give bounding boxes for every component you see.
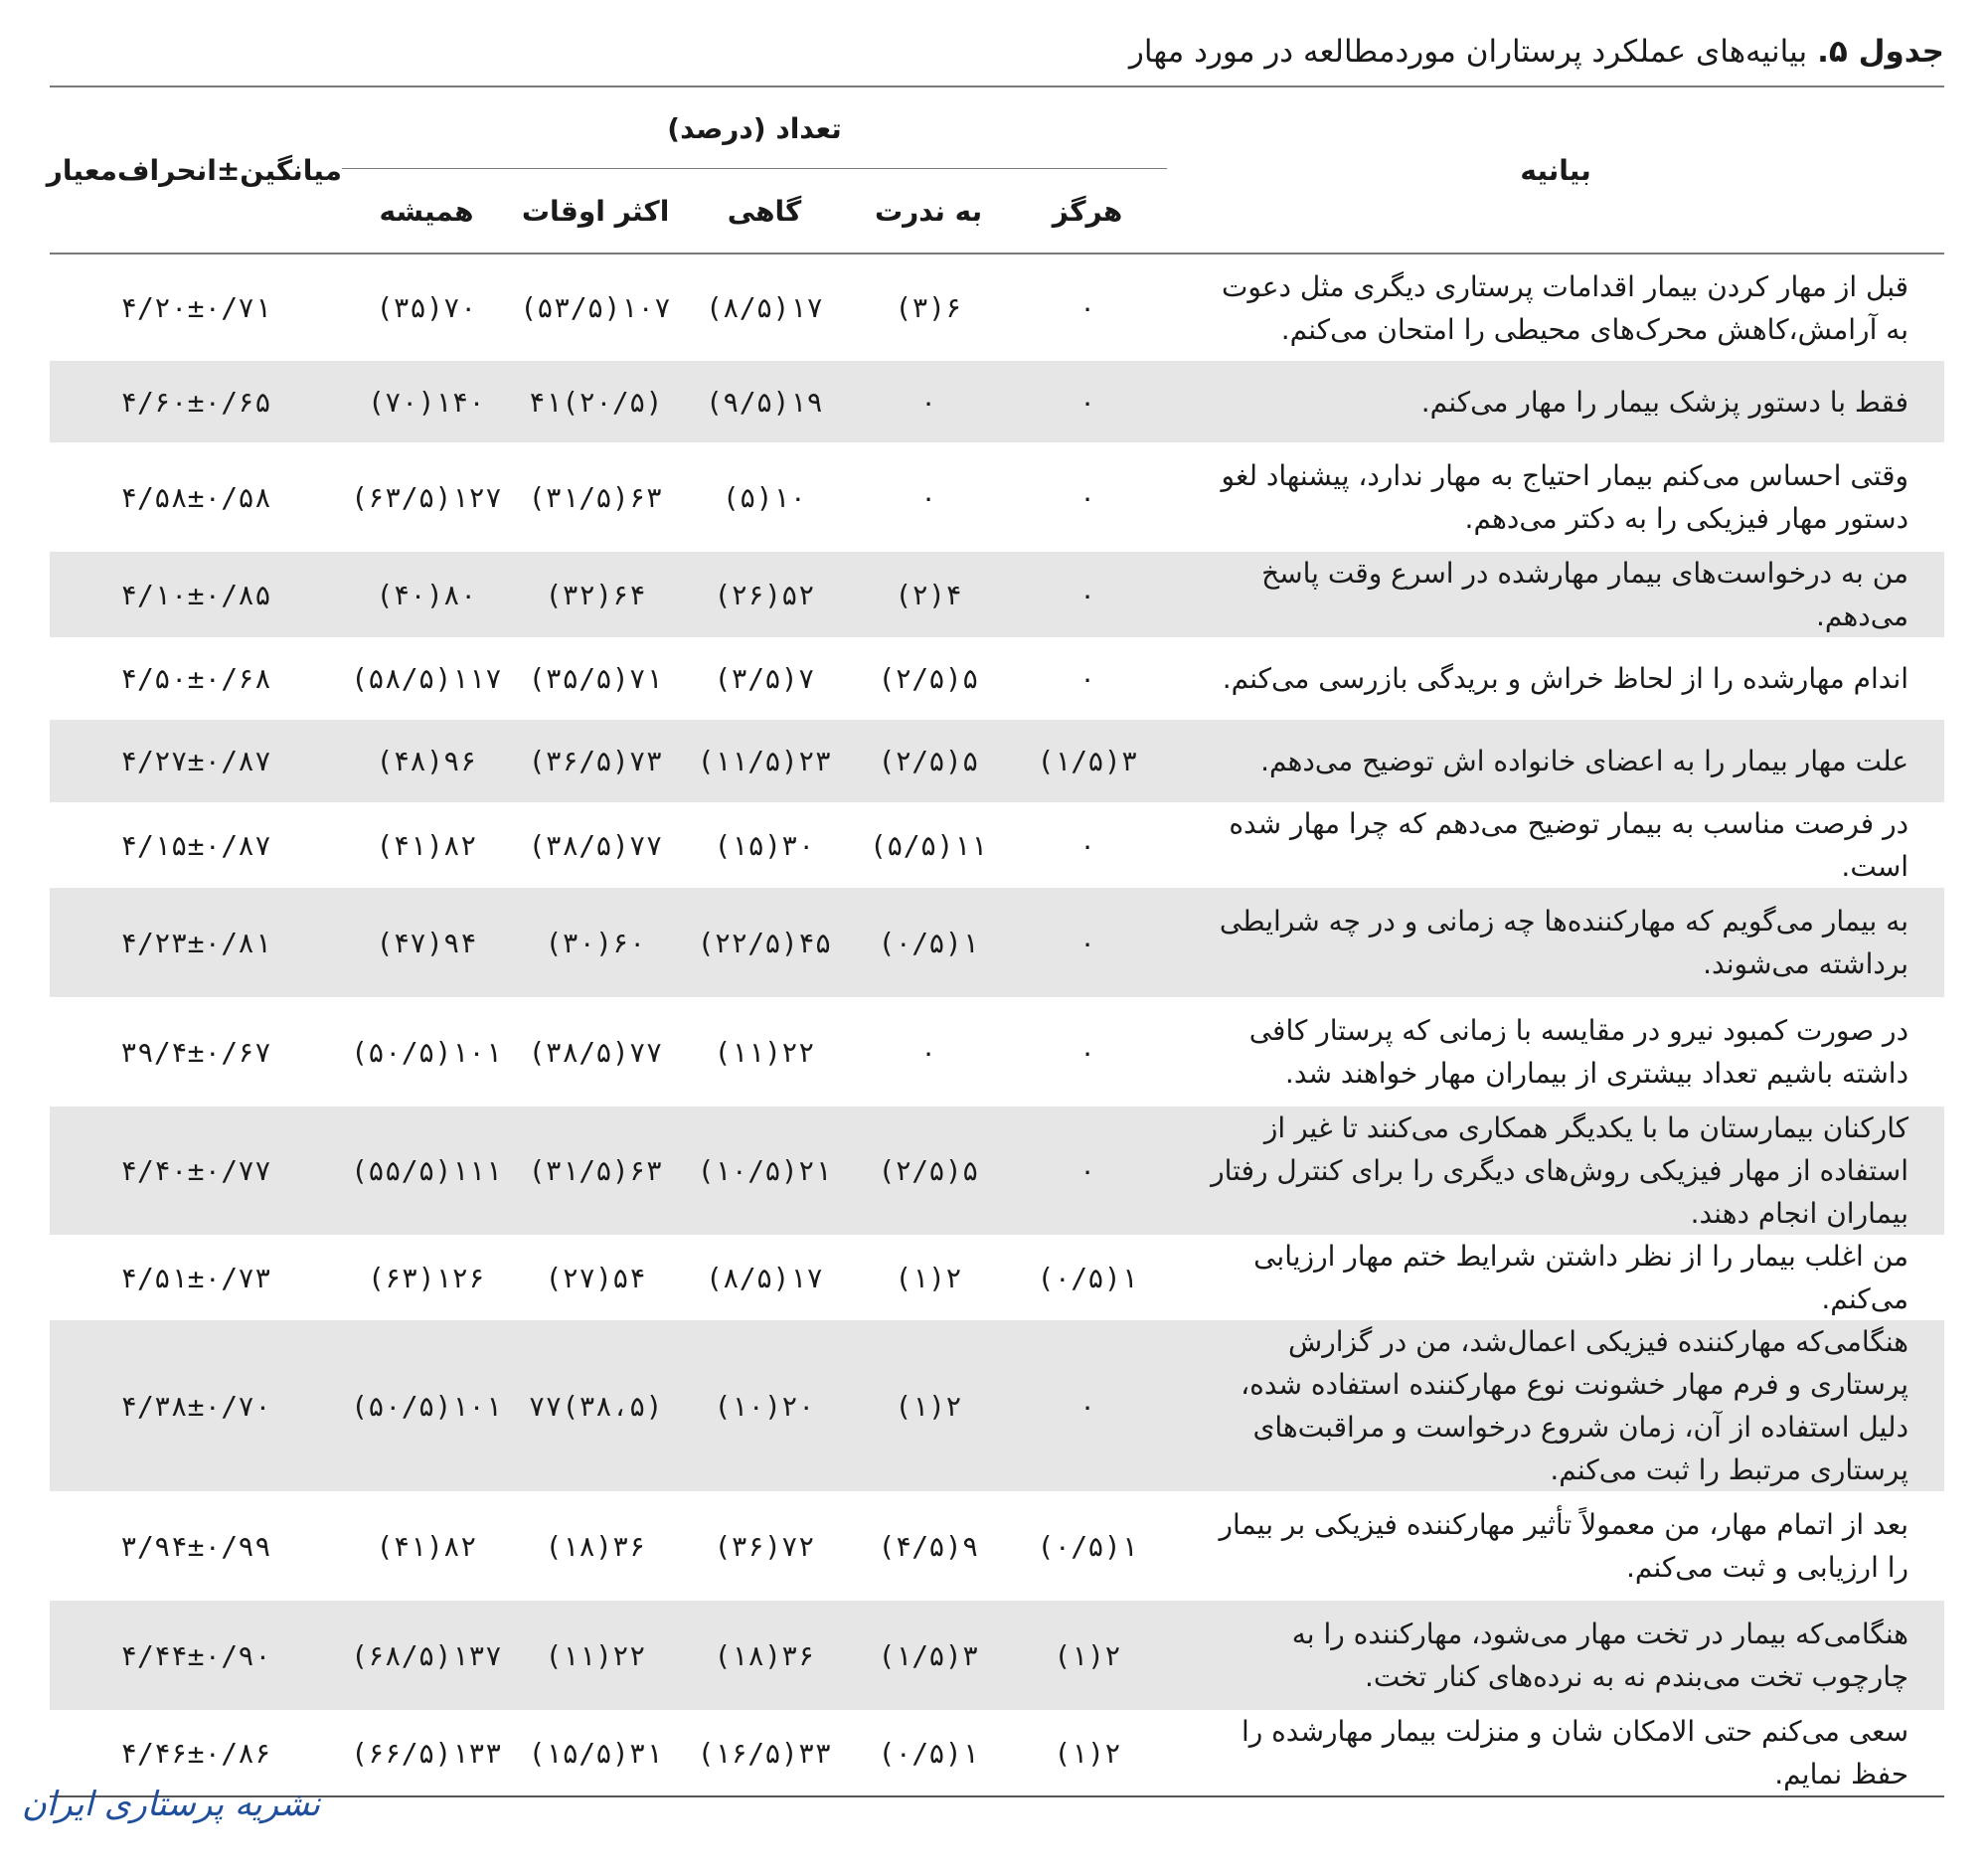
- never-cell: ۲(۱): [1008, 1710, 1167, 1796]
- mean-sd-cell: ۴/۴۶±۰/۸۶: [50, 1710, 342, 1796]
- always-cell: ۱۰۱(۵۰/۵): [351, 1035, 502, 1069]
- often-cell: ۷۷(۳۸/۵): [528, 1035, 663, 1069]
- often-cell: ۷۳(۳۶/۵): [528, 745, 663, 777]
- mean-sd-cell: ۴/۵۰±۰/۶۸: [120, 662, 271, 695]
- group-underline: [342, 168, 1167, 169]
- often-cell: ۶۴(۳۲): [545, 578, 646, 611]
- rarely-cell: ۵(۲/۵): [878, 745, 979, 777]
- rarely-cell: ۰: [919, 480, 937, 514]
- never-cell: ۳(۱/۵): [1037, 745, 1138, 777]
- often-cell: ۱۰۷(۵۳/۵): [520, 291, 671, 324]
- sometimes-cell: ۳۶(۱۸): [714, 1638, 815, 1672]
- statement-cell: هنگامی‌که بیمار در تخت مهار می‌شود، مهارکننده را به چارچوب تخت می‌بندم نه به نرده‌های کنار تخت.: [1291, 1618, 1909, 1693]
- rarely-cell: ۳(۱/۵): [878, 1638, 979, 1672]
- sometimes-cell: ۲۳(۱۱/۵): [697, 745, 832, 777]
- often-cell: ۲۲(۱۱): [545, 1638, 646, 1672]
- statement-cell: هنگامی‌که مهارکننده فیزیکی اعمال‌شد، من در گزارش پرستاری و فرم مهار خشونت نوع مهارکننده استفاده شده، دلیل استفاده از آن، زمان شروع درخواست و مراقبت‌های پرستاری مرتبط را ثبت می‌کنم.: [1241, 1325, 1909, 1486]
- sometimes-cell: ۷(۳/۵): [714, 662, 815, 695]
- sometimes-cell: ۳۰(۱۵): [714, 828, 815, 862]
- table-row: [50, 361, 1944, 442]
- table-row: [50, 1601, 1944, 1710]
- never-cell: ۰: [1078, 1389, 1096, 1423]
- table-row: [50, 1107, 1944, 1235]
- never-cell: ۰: [1078, 926, 1096, 959]
- statement-cell: اندام مهارشده را از لحاظ خراش و بریدگی بازرسی می‌کنم.: [1222, 662, 1909, 695]
- mean-sd-cell: ۳/۹۴±۰/۹۹: [120, 1529, 271, 1563]
- often-cell: ۳۱(۱۵/۵): [511, 1710, 680, 1796]
- rarely-cell: ۱(۰/۵): [878, 926, 979, 959]
- header-never: هرگز: [1008, 169, 1167, 254]
- mean-sd-cell: ۴/۲۷±۰/۸۷: [120, 745, 271, 777]
- often-cell: ۵۴(۲۷): [545, 1261, 646, 1294]
- table-row: [50, 254, 1944, 361]
- statement-cell: علت مهار بیمار را به اعضای خانواده اش توضیح می‌دهم.: [1260, 745, 1909, 777]
- often-cell: ۷۷(۳۸/۵): [528, 828, 663, 862]
- never-cell: ۲(۱): [1054, 1638, 1121, 1672]
- mean-sd-cell: ۴/۲۰±۰/۷۱: [120, 291, 271, 324]
- table-row: [50, 442, 1944, 552]
- table-row: [50, 552, 1944, 637]
- mean-sd-cell: ۴/۶۰±۰/۶۵: [120, 385, 271, 419]
- never-cell: ۰: [1078, 480, 1096, 514]
- never-cell: ۰: [1078, 578, 1096, 611]
- table-row: [50, 1235, 1944, 1320]
- statement-cell: فقط با دستور پزشک بیمار را مهار می‌کنم.: [1420, 385, 1909, 419]
- never-cell: ۰: [1078, 662, 1096, 695]
- sometimes-cell: ۲۲(۱۱): [714, 1035, 815, 1069]
- never-cell: ۰: [1078, 291, 1096, 324]
- sometimes-cell: ۷۲(۳۶): [714, 1529, 815, 1563]
- caption-label: جدول ۵.: [1817, 34, 1944, 70]
- rarely-cell: ۴(۲): [895, 578, 962, 611]
- never-cell: ۰: [1078, 385, 1096, 419]
- rarely-cell: ۹(۴/۵): [878, 1529, 979, 1563]
- rarely-cell: ۱(۰/۵): [849, 1710, 1008, 1796]
- statement-cell: من به درخواست‌های بیمار مهارشده در اسرع وقت پاسخ می‌دهم.: [1261, 557, 1909, 632]
- statements-table: [46, 85, 1944, 1797]
- statement-cell: در فرصت مناسب به بیمار توضیح می‌دهم که چرا مهار شده است.: [1229, 807, 1909, 883]
- never-cell: ۰: [1078, 828, 1096, 862]
- table-row: [50, 1710, 1944, 1796]
- always-cell: ۹۶(۴۸): [376, 745, 477, 777]
- always-cell: ۸۲(۴۱): [376, 1529, 477, 1563]
- header-always: همیشه: [342, 169, 511, 254]
- always-cell: ۱۱۷(۵۸/۵): [351, 662, 502, 695]
- mean-sd-cell: ۴/۱۵±۰/۸۷: [120, 828, 271, 862]
- sometimes-cell: ۱۷(۸/۵): [706, 1261, 824, 1294]
- sometimes-cell: ۲۰(۱۰): [714, 1389, 815, 1423]
- often-cell: ۳۶(۱۸): [545, 1529, 646, 1563]
- never-cell: ۱(۰/۵): [1037, 1261, 1138, 1294]
- rarely-cell: ۱۱(۵/۵): [870, 828, 988, 862]
- never-cell: ۰: [1078, 1035, 1096, 1069]
- always-cell: ۱۳۳(۶۶/۵): [342, 1710, 511, 1796]
- mean-sd-cell: ۴/۴۴±۰/۹۰: [120, 1638, 271, 1672]
- table-row: [50, 888, 1944, 997]
- statement-cell: قبل از مهار کردن بیمار اقدامات پرستاری دیگری مثل دعوت به آرامش،کاهش محرک‌های محیطی را امتحان می‌کنم.: [1221, 269, 1909, 346]
- always-cell: ۷۰(۳۵): [376, 291, 477, 324]
- header-mean-sd: میانگین±انحراف‌معیار: [50, 86, 342, 254]
- sometimes-cell: ۴۵(۲۲/۵): [697, 926, 832, 959]
- rarely-cell: ۵(۲/۵): [878, 662, 979, 695]
- always-cell: ۱۲۷(۶۳/۵): [351, 480, 502, 514]
- mean-sd-cell: ۴/۴۰±۰/۷۷: [120, 1154, 271, 1187]
- mean-sd-cell: ۳۹/۴±۰/۶۷: [120, 1035, 271, 1069]
- table-row: [50, 1491, 1944, 1601]
- table-row: [50, 1320, 1944, 1491]
- header-count-percent-label: تعداد (درصد): [667, 111, 842, 145]
- mean-sd-cell: ۴/۲۳±۰/۸۱: [120, 926, 271, 959]
- statement-cell: کارکنان بیمارستان ما با یکدیگر همکاری می‌کنند تا غیر از استفاده از مهار فیزیکی روش‌های دیگری را برای کنترل رفتار بیماران انجام دهند.: [1211, 1111, 1909, 1230]
- rarely-cell: ۰: [919, 385, 937, 419]
- never-cell: ۰: [1078, 1154, 1096, 1187]
- always-cell: ۱۲۶(۶۳): [368, 1261, 486, 1294]
- table-row: [50, 802, 1944, 888]
- journal-logo: [21, 1770, 321, 1839]
- mean-sd-cell: ۴/۵۱±۰/۷۳: [120, 1261, 271, 1294]
- table-row: [50, 997, 1944, 1107]
- header-count-percent: [342, 86, 1167, 169]
- always-cell: ۱۱۱(۵۵/۵): [351, 1154, 502, 1187]
- sometimes-cell: ۵۲(۲۶): [714, 578, 815, 611]
- statement-cell: بعد از اتمام مهار، من معمولاً تأثیر مهارکننده فیزیکی بر بیمار را ارزیابی و ثبت می‌کنم.: [1219, 1508, 1909, 1584]
- always-cell: ۱۳۷(۶۸/۵): [351, 1638, 502, 1672]
- caption-text: بیانیه‌های عملکرد پرستاران موردمطالعه در مورد مهار: [1128, 34, 1808, 70]
- sometimes-cell: ۱۰(۵): [722, 480, 807, 514]
- rarely-cell: ۰: [919, 1035, 937, 1069]
- statement-cell: وقتی احساس می‌کنم بیمار احتیاج به مهار ندارد، پیشنهاد لغو دستور مهار فیزیکی را به دکتر می‌دهم.: [1221, 459, 1909, 535]
- table-caption: [56, 26, 1944, 78]
- often-cell: ۶۳(۳۱/۵): [528, 1154, 663, 1187]
- mean-sd-cell: ۴/۱۰±۰/۸۵: [120, 578, 271, 611]
- always-cell: ۱۰۱(۵۰/۵): [351, 1389, 502, 1423]
- mean-sd-cell: ۴/۵۸±۰/۵۸: [120, 480, 271, 514]
- table-row: [50, 720, 1944, 802]
- always-cell: ۱۴۰(۷۰): [368, 385, 486, 419]
- statement-cell: در صورت کمبود نیرو در مقایسه با زمانی که پرستار کافی داشته باشیم تعداد بیشتری از بیماران مهار خواهند شد.: [1248, 1014, 1909, 1090]
- rarely-cell: ۶(۳): [895, 291, 962, 324]
- rarely-cell: ۵(۲/۵): [878, 1154, 979, 1187]
- sometimes-cell: ۱۷(۸/۵): [706, 291, 824, 324]
- always-cell: ۸۰(۴۰): [376, 578, 477, 611]
- sometimes-cell: ۳۳(۱۶/۵): [680, 1710, 849, 1796]
- rarely-cell: ۲(۱): [895, 1389, 962, 1423]
- statement-cell: سعی می‌کنم حتی الامکان شان و منزلت بیمار مهارشده را حفظ نمایم.: [1167, 1710, 1944, 1796]
- rarely-cell: ۲(۱): [895, 1261, 962, 1294]
- often-cell: ۷۱(۳۵/۵): [528, 662, 663, 695]
- sometimes-cell: ۱۹(۹/۵): [706, 385, 824, 419]
- often-cell: (۳۸،۵)۷۷: [528, 1389, 663, 1423]
- mean-sd-cell: ۴/۳۸±۰/۷۰: [120, 1389, 271, 1423]
- never-cell: ۱(۰/۵): [1037, 1529, 1138, 1563]
- always-cell: ۸۲(۴۱): [376, 828, 477, 862]
- often-cell: ۶۳(۳۱/۵): [528, 480, 663, 514]
- always-cell: ۹۴(۴۷): [376, 926, 477, 959]
- header-often: اکثر اوقات: [511, 169, 680, 254]
- header-statement: بیانیه: [1167, 86, 1944, 254]
- header-rarely: به ندرت: [849, 169, 1008, 254]
- table-row: [50, 637, 1944, 720]
- header-sometimes: گاهی: [680, 169, 849, 254]
- sometimes-cell: ۲۱(۱۰/۵): [697, 1154, 832, 1187]
- statement-cell: به بیمار می‌گویم که مهارکننده‌ها چه زمانی و در چه شرایطی برداشته می‌شوند.: [1219, 905, 1909, 980]
- often-cell: ۶۰(۳۰): [545, 926, 646, 959]
- often-cell: (۲۰/۵)۴۱: [528, 385, 663, 419]
- statement-cell: من اغلب بیمار را از نظر داشتن شرایط ختم مهار ارزیابی می‌کنم.: [1253, 1240, 1909, 1315]
- journal-logo-text: نشریه پرستاری ایران: [21, 1785, 321, 1824]
